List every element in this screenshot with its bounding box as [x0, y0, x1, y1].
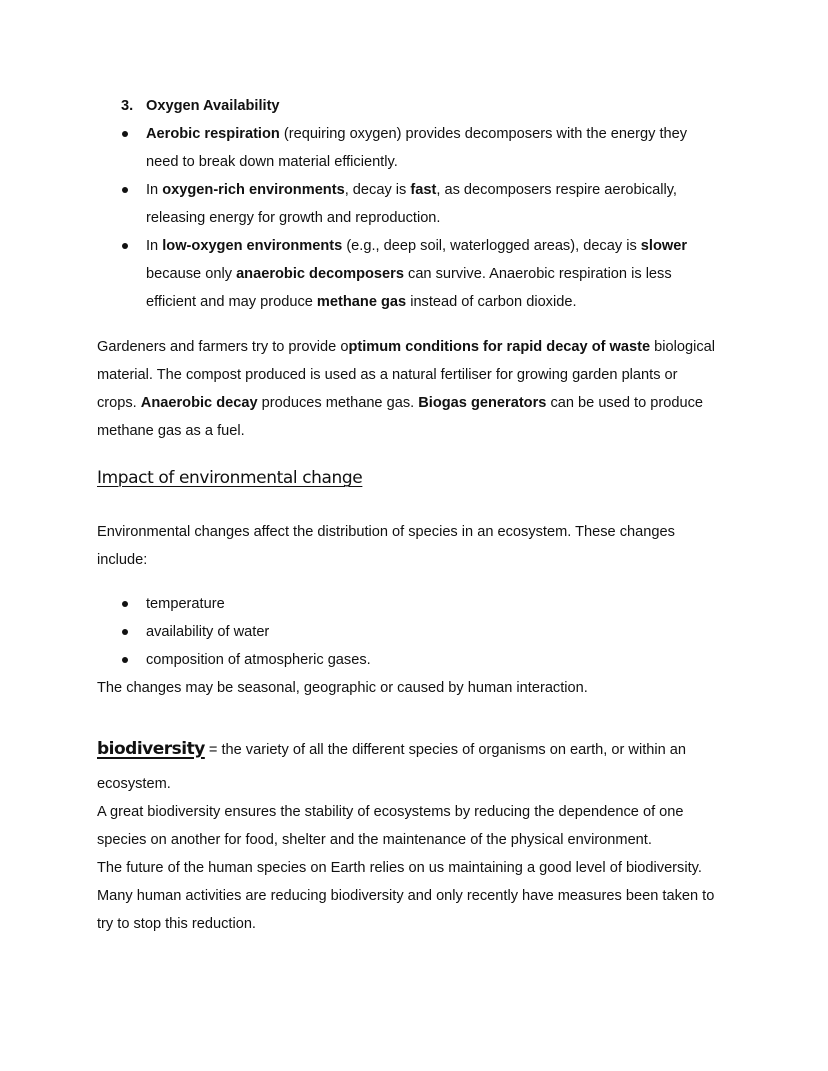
- text-run: In: [146, 238, 163, 254]
- bold-text: Aerobic respiration: [146, 126, 280, 142]
- bold-text: Biogas generators: [418, 395, 547, 411]
- list-number: 3.: [121, 98, 134, 114]
- text-run: (e.g., deep soil, waterlogged areas), decay is: [342, 238, 641, 254]
- definition-line: [97, 738, 686, 761]
- defined-term: biodiversity: [97, 739, 205, 759]
- text-run: methane gas as a fuel.: [97, 423, 245, 439]
- bullet-icon: [122, 657, 128, 663]
- text-run: , decay is: [344, 182, 411, 198]
- paragraph-line: try to stop this reduction.: [97, 916, 256, 932]
- bullet-icon: [122, 629, 128, 635]
- text-run: material. The compost produced is used as a natural fertiliser for growing garden plants or: [97, 367, 678, 383]
- text-run: produces methane gas.: [257, 395, 419, 411]
- text-run: efficient and may produce: [146, 294, 317, 310]
- paragraph-line: species on another for food, shelter and the maintenance of the physical environment.: [97, 832, 652, 848]
- bold-text: oxygen-rich environments: [162, 182, 345, 198]
- bullet-icon: [122, 243, 128, 249]
- bullet-icon: [122, 187, 128, 193]
- list-item-line: [146, 237, 687, 255]
- bold-text: Anaerobic decay: [140, 395, 258, 411]
- text-run: can survive. Anaerobic respiration is less: [403, 266, 672, 282]
- list-item: availability of water: [146, 624, 270, 640]
- list-item-line: [146, 181, 677, 199]
- bold-text: methane gas: [316, 294, 407, 310]
- list-item-line: [146, 153, 398, 171]
- definition-text: = the variety of all the different species of organisms on earth, or within an: [204, 742, 687, 758]
- definition-line: ecosystem.: [97, 776, 171, 792]
- section-title: Oxygen Availability: [146, 98, 280, 114]
- text-run: biological: [650, 339, 716, 355]
- paragraph-line: Many human activities are reducing biodiversity and only recently have measures been taken to: [97, 888, 715, 904]
- section-heading: Impact of environmental change: [97, 468, 363, 488]
- paragraph-line: [97, 394, 703, 412]
- paragraph-line: [97, 338, 715, 356]
- list-item-line: [146, 125, 687, 143]
- paragraph-line: Environmental changes affect the distribution of species in an ecosystem. These changes: [97, 524, 675, 540]
- paragraph-line: A great biodiversity ensures the stability of ecosystems by reducing the dependence of one: [97, 804, 684, 820]
- list-item-line: [146, 265, 672, 283]
- paragraph-line: [97, 422, 245, 440]
- bold-text: ptimum conditions for rapid decay of waste: [348, 339, 651, 355]
- text-run: releasing energy for growth and reproduction.: [146, 210, 441, 226]
- text-run: instead of carbon dioxide.: [406, 294, 577, 310]
- bold-text: low-oxygen environments: [162, 238, 343, 254]
- paragraph-line: The changes may be seasonal, geographic or caused by human interaction.: [97, 680, 588, 696]
- text-run: crops.: [97, 395, 141, 411]
- text-run: In: [146, 182, 163, 198]
- paragraph-line: include:: [97, 552, 148, 568]
- bold-text: slower: [640, 238, 688, 254]
- bullet-icon: [122, 131, 128, 137]
- bold-text: anaerobic decomposers: [236, 266, 404, 282]
- list-item: composition of atmospheric gases.: [146, 652, 371, 668]
- text-run: because only: [146, 266, 237, 282]
- text-run: , as decomposers respire aerobically,: [436, 182, 677, 198]
- bullet-icon: [122, 601, 128, 607]
- paragraph-line: The future of the human species on Earth relies on us maintaining a good level of biodiversity.: [97, 860, 702, 876]
- text-run: need to break down material efficiently.: [146, 154, 398, 170]
- text-run: Gardeners and farmers try to provide o: [97, 339, 349, 355]
- paragraph-line: [97, 366, 678, 384]
- text-run: can be used to produce: [546, 395, 703, 411]
- list-item-line: [146, 209, 440, 227]
- list-item-line: [146, 293, 577, 311]
- list-item: temperature: [146, 596, 225, 612]
- text-run: (requiring oxygen) provides decomposers with the energy they: [279, 126, 688, 142]
- bold-text: fast: [410, 182, 437, 198]
